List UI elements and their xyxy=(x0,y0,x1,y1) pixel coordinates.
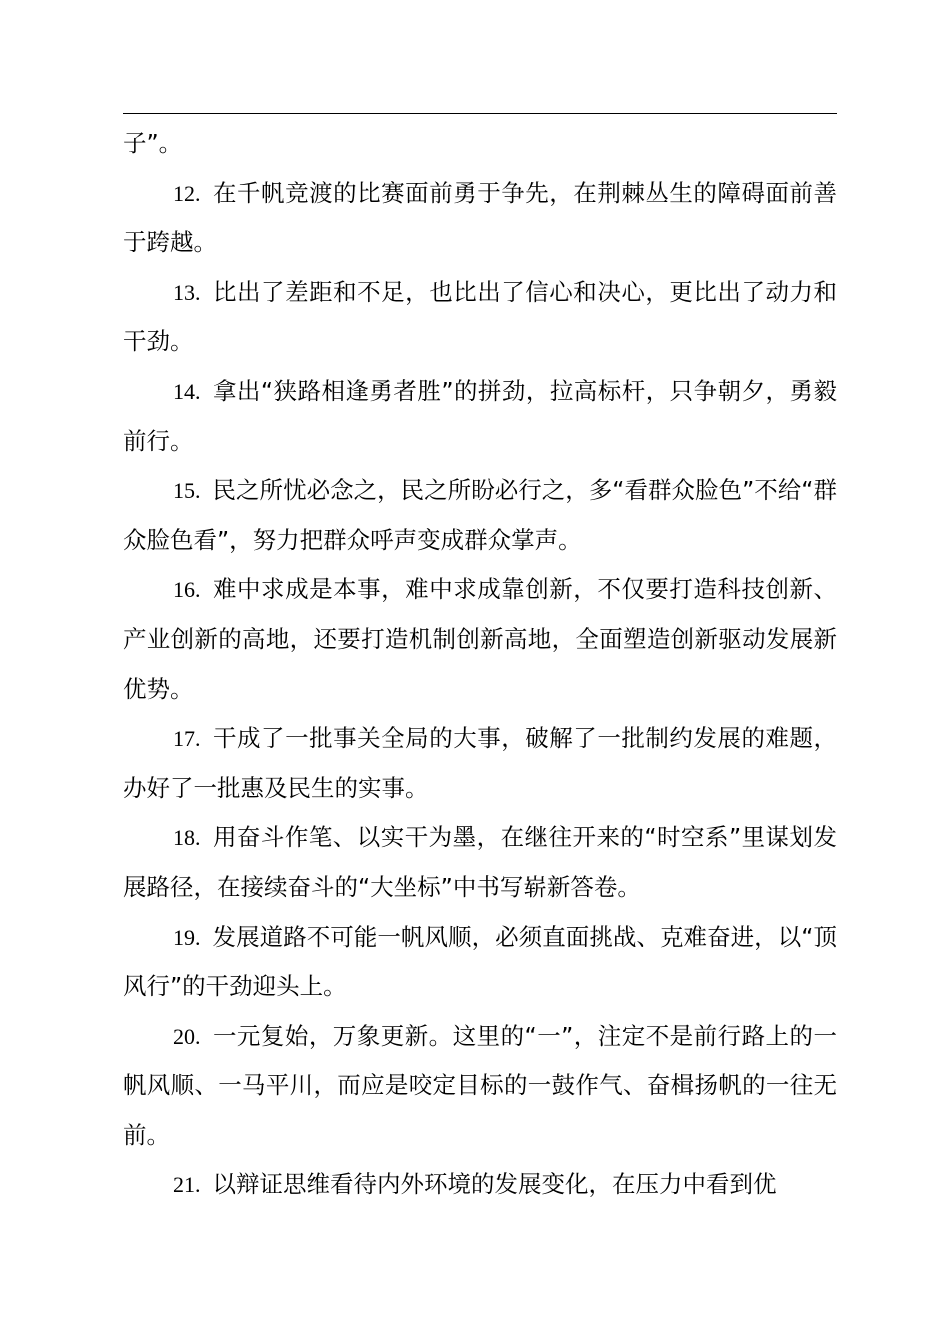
item-number: 19. xyxy=(173,924,201,950)
item-number: 16. xyxy=(173,577,201,603)
item-number: 13. xyxy=(173,279,201,305)
list-item xyxy=(123,565,837,714)
list-item xyxy=(123,1160,837,1210)
item-text: 民之所忧必念之，民之所盼必行之，多“看群众脸色”不给“群众脸色看”，努力把群众呼声变成群众掌声。 xyxy=(123,476,837,554)
item-number: 15. xyxy=(173,478,201,504)
list-item xyxy=(123,714,837,813)
document-body xyxy=(123,119,837,1210)
item-text: 以辩证思维看待内外环境的发展变化，在压力中看到优 xyxy=(212,1170,777,1199)
list-item xyxy=(123,367,837,466)
item-number: 14. xyxy=(173,378,201,404)
item-text: 发展道路不可能一帆风顺，必须直面挑战、克难奋进，以“顶风行”的干劲迎头上。 xyxy=(123,922,837,1001)
item-number: 21. xyxy=(173,1172,201,1198)
item-text: 在千帆竞渡的比赛面前勇于争先，在荆棘丛生的障碍面前善于跨越。 xyxy=(123,178,837,257)
item-number: 17. xyxy=(173,726,201,752)
list-item xyxy=(123,1012,837,1161)
list-item xyxy=(123,466,837,565)
item-text: 拿出“狭路相逢勇者胜”的拼劲，拉高标杆，只争朝夕，勇毅前行。 xyxy=(123,376,837,455)
list-item xyxy=(123,813,837,912)
list-item xyxy=(123,913,837,1012)
continuation-paragraph xyxy=(123,119,837,169)
item-number: 12. xyxy=(173,180,201,206)
item-text: 一元复始，万象更新。这里的“一”，注定不是前行路上的一帆风顺、一马平川，而应是咬定目标的一鼓作气、奋楫扬帆的一往无前。 xyxy=(123,1021,837,1149)
item-text: 难中求成是本事，难中求成靠创新，不仅要打造科技创新、产业创新的高地，还要打造机制创新高地，全面塑造创新驱动发展新优势。 xyxy=(123,575,837,703)
item-number: 20. xyxy=(173,1023,201,1049)
continuation-text: 子”。 xyxy=(123,129,183,157)
item-text: 干成了一批事关全局的大事，破解了一批制约发展的难题，办好了一批惠及民生的实事。 xyxy=(123,724,837,802)
item-text: 比出了差距和不足，也比出了信心和决心，更比出了动力和干劲。 xyxy=(123,277,837,356)
list-item xyxy=(123,169,837,268)
item-number: 18. xyxy=(173,825,201,851)
item-text: 用奋斗作笔、以实干为墨，在继往开来的“时空系”里谋划发展路径，在接续奋斗的“大坐标”中书写崭新答卷。 xyxy=(123,823,837,901)
list-item xyxy=(123,268,837,367)
header-rule xyxy=(123,113,837,114)
